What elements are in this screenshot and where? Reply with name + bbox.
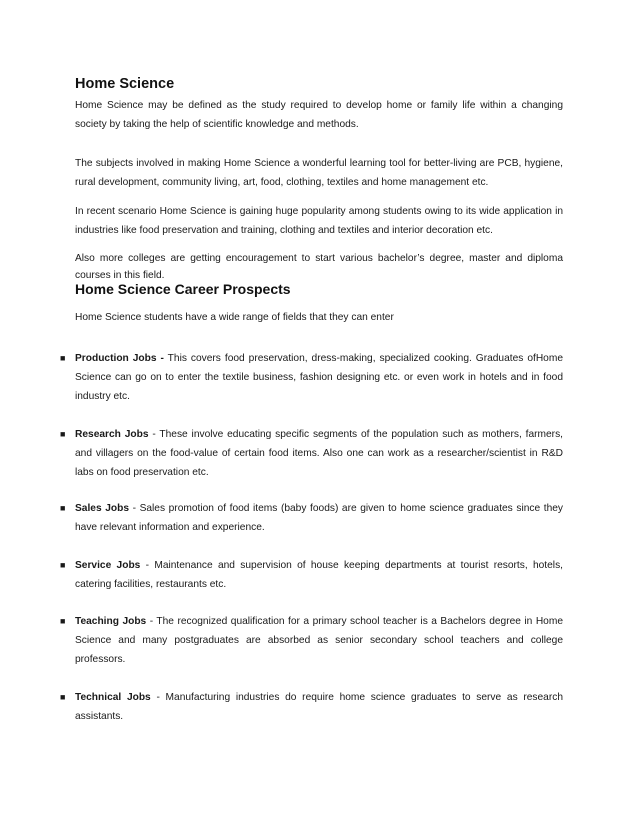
list-item-sales-jobs	[75, 499, 563, 537]
list-item-text: - Sales promotion of food items (baby foods) are given to home science graduates since they have relevant information and experience.	[75, 503, 563, 533]
list-item-label: Teaching Jobs	[75, 616, 147, 627]
list-item-service-jobs	[75, 556, 563, 594]
bullet-icon: ■	[60, 692, 66, 702]
paragraph-popularity: In recent scenario Home Science is gaining huge popularity among students owing to its wide application in industries like food preservation and training, clothing and textiles and interior decoration etc.	[75, 206, 563, 236]
list-item-text: - The recognized qualification for a primary school teacher is a Bachelors degree in Home Science and many postgraduates are absorbed as senior secondary school teachers and college professors.	[75, 616, 564, 665]
list-item-text: This covers food preservation, dress-making, specialized cooking. Graduates ofHome Science can go on to enter the textile business, fashion designing etc. or even work in hotels and in food industry etc.	[75, 353, 564, 402]
bullet-icon: ■	[60, 429, 66, 439]
bullet-icon: ■	[60, 616, 66, 626]
section-title-career-prospects: Home Science Career Prospects	[75, 281, 291, 297]
list-item-label: Research Jobs	[75, 429, 149, 440]
list-item-label: Production Jobs -	[75, 353, 164, 364]
career-intro: Home Science students have a wide range of fields that they can enter	[75, 312, 394, 323]
section-title-home-science: Home Science	[75, 76, 175, 92]
bullet-icon: ■	[60, 560, 66, 570]
list-item-teaching-jobs	[75, 612, 563, 669]
list-item-label: Sales Jobs	[75, 503, 129, 514]
bullet-icon: ■	[60, 503, 66, 513]
paragraph-definition: Home Science may be defined as the study required to develop home or family life within a changing society by taking the help of scientific knowledge and methods.	[75, 100, 563, 130]
paragraph-colleges: Also more colleges are getting encouragement to start various bachelor’s degree, master and diploma courses in this field.	[75, 253, 563, 281]
list-item-label: Technical Jobs	[75, 692, 151, 703]
bullet-icon: ■	[60, 353, 66, 363]
list-item-text: - Manufacturing industries do require home science graduates to serve as research assistants.	[75, 692, 564, 722]
list-item-technical-jobs	[75, 688, 563, 726]
list-item-research-jobs	[75, 425, 563, 482]
paragraph-subjects: The subjects involved in making Home Science a wonderful learning tool for better-living are PCB, hygiene, rural development, community living, art, food, clothing, textiles and home management etc.	[75, 158, 563, 188]
list-item-text: - These involve educating specific segments of the population such as mothers, farmers, and villagers on the food-value of certain food items. Also one can work as a researcher/scientist in R&D labs on food preservation etc.	[75, 429, 563, 478]
list-item-production-jobs	[75, 349, 563, 406]
list-item-text: - Maintenance and supervision of house keeping departments at tourist resorts, hotels, catering facilities, restaurants etc.	[75, 560, 563, 590]
list-item-label: Service Jobs	[75, 560, 141, 571]
